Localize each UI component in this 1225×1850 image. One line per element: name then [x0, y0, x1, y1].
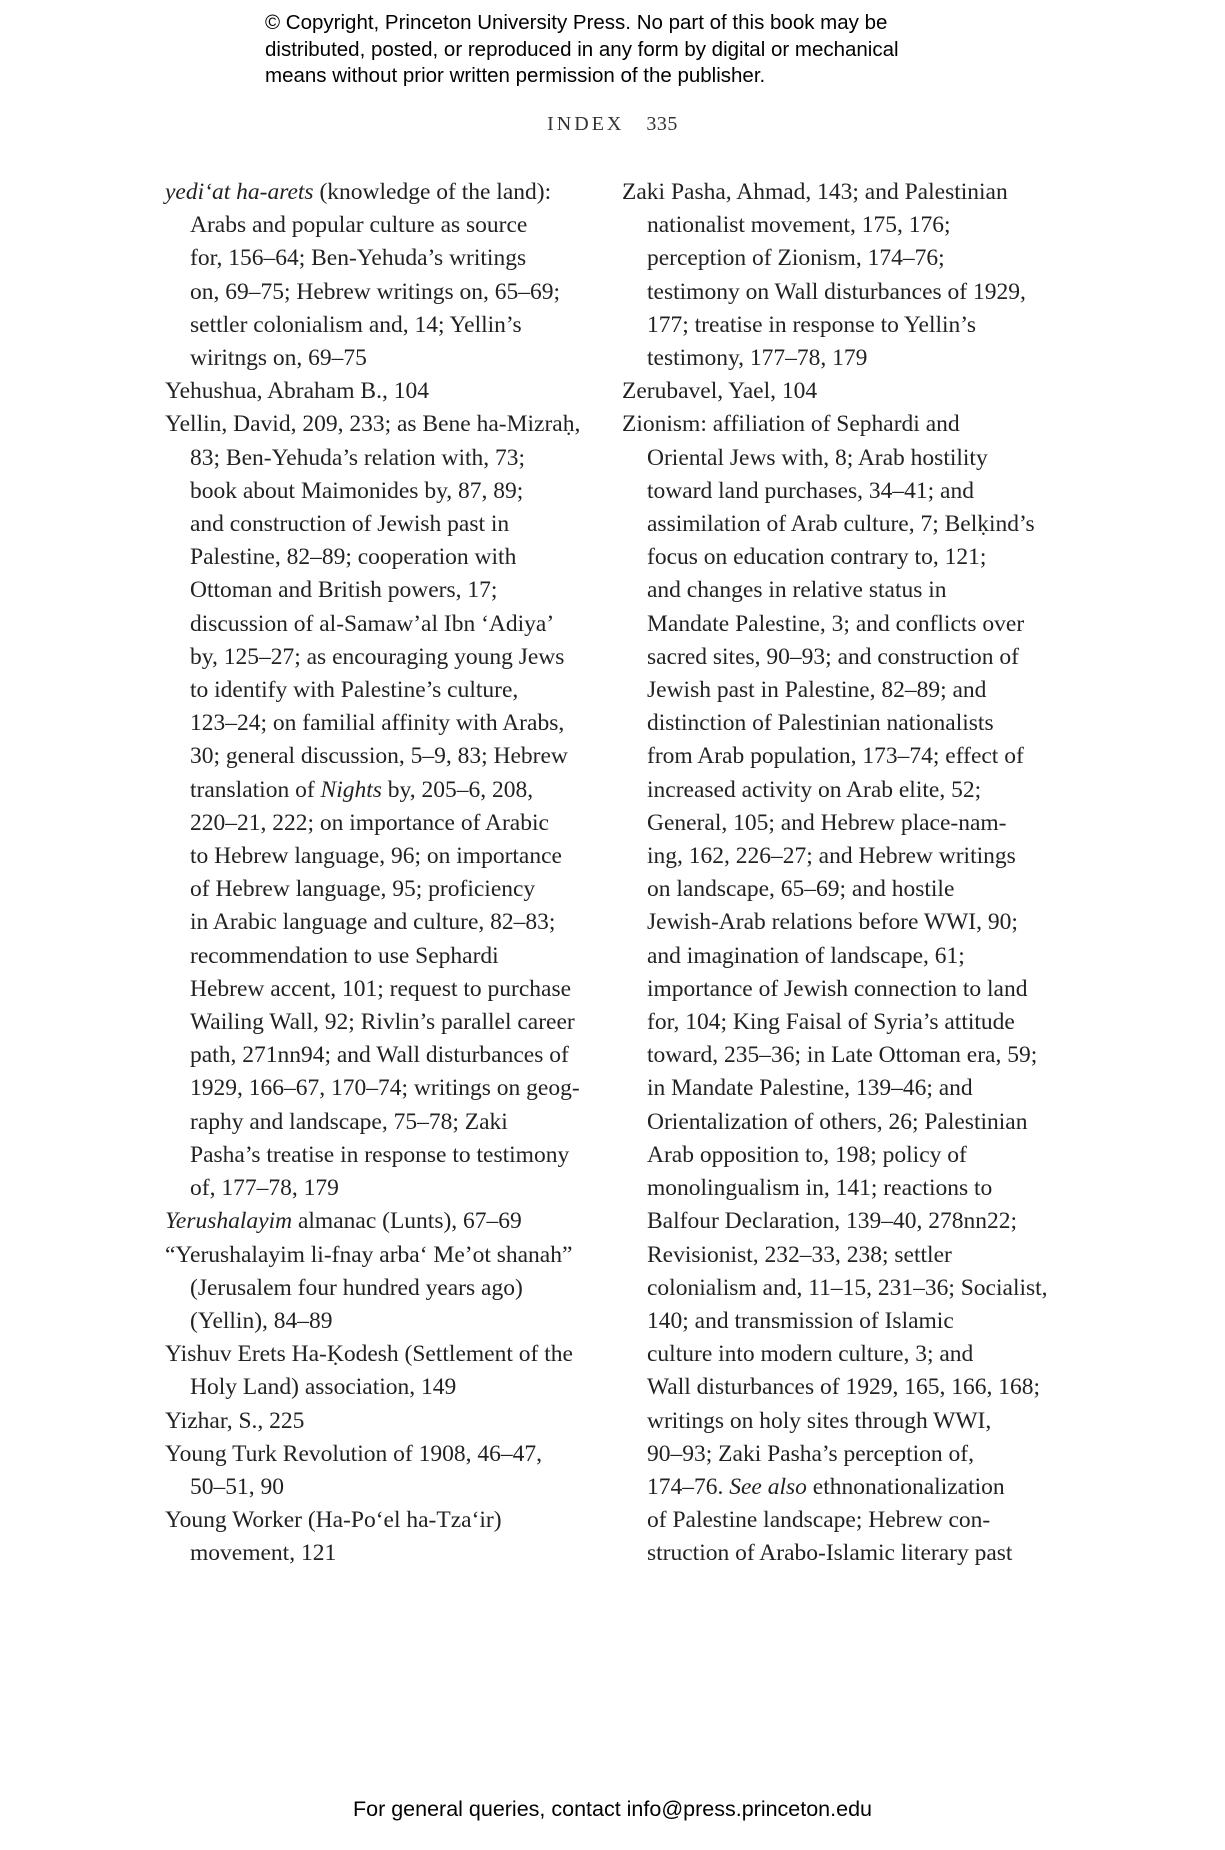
entry-text: Hebrew accent, 101; request to purchase	[190, 975, 572, 1002]
index-entry-line	[165, 1139, 585, 1172]
entry-text: Jewish-Arab relations before WWI, 90;	[647, 909, 1018, 936]
index-entry	[165, 1239, 585, 1339]
entry-text: 30; general discussion, 5–9, 83; Hebrew	[190, 743, 568, 770]
index-entry-line	[165, 1371, 585, 1404]
index-entry-line	[622, 1471, 1042, 1504]
index-entry-line	[165, 1239, 585, 1272]
index-entry-line	[165, 442, 585, 475]
entry-text: Arab opposition to, 198; policy of	[647, 1141, 967, 1168]
entry-text: struction of Arabo-Islamic literary past	[647, 1540, 1013, 1567]
entry-text: 83; Ben-Yehuda’s relation with, 73;	[190, 444, 526, 471]
entry-text: colonialism and, 11–15, 231–36; Socialist,	[647, 1274, 1048, 1301]
entry-text: perception of Zionism, 174–76;	[647, 245, 945, 272]
index-entry	[622, 375, 1042, 408]
entry-text: settler colonialism and, 14; Yellin’s	[190, 311, 522, 338]
index-entry-line	[165, 1305, 585, 1338]
entry-text: ethnonationalization	[806, 1473, 1005, 1500]
entry-text: almanac (Lunts), 67–69	[292, 1208, 522, 1235]
entry-text: Zaki Pasha, Ahmad, 143; and Palestinian	[622, 179, 1008, 205]
entry-text: increased activity on Arab elite, 52;	[647, 776, 982, 803]
index-entry-line	[622, 1072, 1042, 1105]
entry-text: testimony on Wall disturbances of 1929,	[647, 278, 1026, 305]
entry-text: 174–76.	[647, 1473, 730, 1500]
entry-text: from Arab population, 173–74; effect of	[647, 743, 1024, 770]
entry-text: Yizhar, S., 225	[165, 1407, 305, 1434]
entry-text: 177; treatise in response to Yellin’s	[647, 311, 976, 338]
index-entry-line	[622, 242, 1042, 275]
entry-text: path, 271nn94; and Wall disturbances of	[190, 1042, 569, 1069]
entry-text: Ottoman and British powers, 17;	[190, 577, 498, 604]
entry-text: for, 156–64; Ben-Yehuda’s writings	[190, 245, 527, 272]
entry-text: toward, 235–36; in Late Ottoman era, 59;	[647, 1042, 1038, 1069]
index-entry-line	[165, 674, 585, 707]
index-entry-line	[622, 1305, 1042, 1338]
index-entry-line	[165, 475, 585, 508]
index-entry-line	[165, 807, 585, 840]
index-entry-line	[165, 1504, 585, 1537]
index-entry	[622, 176, 1042, 375]
copyright-notice	[265, 10, 1025, 90]
index-entry-line	[165, 342, 585, 375]
index-entry-line	[622, 309, 1042, 342]
index-entry-line	[165, 840, 585, 873]
entry-text: Jewish past in Palestine, 82–89; and	[647, 677, 987, 704]
entry-text: 220–21, 222; on importance of Arabic	[190, 809, 549, 836]
entry-text: sacred sites, 90–93; and construction of	[647, 643, 1019, 670]
italic-text: See also	[729, 1473, 807, 1500]
entry-text: importance of Jewish connection to land	[647, 975, 1028, 1002]
index-entry-line	[622, 375, 1042, 408]
copyright-line: distributed, posted, or reproduced in any form by digital or mechanical	[265, 37, 899, 61]
index-entry-line	[165, 1338, 585, 1371]
index-entry	[165, 1205, 585, 1238]
index-entry-line	[622, 674, 1042, 707]
entry-text: for, 104; King Faisal of Syria’s attitude	[647, 1009, 1015, 1036]
entry-text: Yehushua, Abraham B., 104	[165, 378, 429, 405]
index-entry-line	[165, 276, 585, 309]
index-entry-line	[622, 1106, 1042, 1139]
entry-text: in Mandate Palestine, 139–46; and	[647, 1075, 973, 1102]
index-entry-line	[622, 1006, 1042, 1039]
index-entry	[165, 1405, 585, 1438]
entry-text: (Yellin), 84–89	[190, 1307, 333, 1334]
index-entry-line	[622, 608, 1042, 641]
index-entry-line	[622, 176, 1042, 209]
index-entry-line	[165, 242, 585, 275]
entry-text: Balfour Declaration, 139–40, 278nn22;	[647, 1208, 1018, 1235]
entry-text: of, 177–78, 179	[190, 1175, 339, 1202]
index-entry-line	[622, 774, 1042, 807]
index-entry-line	[622, 641, 1042, 674]
index-entry-line	[622, 1239, 1042, 1272]
index-entry-line	[165, 641, 585, 674]
entry-text: movement, 121	[190, 1540, 337, 1567]
index-entry-line	[622, 408, 1042, 441]
index-entry-line	[622, 1438, 1042, 1471]
index-entry-line	[622, 707, 1042, 740]
entry-text: distinction of Palestinian nationalists	[647, 710, 994, 737]
italic-text: yedi‘at ha-arets	[165, 179, 314, 205]
index-entry-line	[165, 774, 585, 807]
entry-text: (Jerusalem four hundred years ago)	[190, 1274, 523, 1301]
index-entry-line	[165, 1272, 585, 1305]
entry-text: culture into modern culture, 3; and	[647, 1341, 974, 1368]
entry-text: General, 105; and Hebrew place-nam-	[647, 809, 1007, 836]
entry-text: (knowledge of the land):	[313, 179, 552, 205]
index-entry-line	[622, 1338, 1042, 1371]
entry-text: Zionism: affiliation of Sephardi and	[622, 411, 960, 438]
index-entry-line	[622, 442, 1042, 475]
index-entry-line	[165, 1172, 585, 1205]
index-entry-line	[622, 1371, 1042, 1404]
index-entry-line	[622, 276, 1042, 309]
index-entry-line	[165, 574, 585, 607]
entry-text: ing, 162, 226–27; and Hebrew writings	[647, 843, 1016, 870]
entry-text: of Palestine landscape; Hebrew con-	[647, 1507, 991, 1534]
index-entry-line	[622, 1405, 1042, 1438]
entry-text: Revisionist, 232–33, 238; settler	[647, 1241, 952, 1268]
entry-text: translation of	[190, 776, 321, 803]
index-entry-line	[165, 906, 585, 939]
index-entry-line	[622, 508, 1042, 541]
index-entry-line	[622, 940, 1042, 973]
index-entry-line	[622, 1504, 1042, 1537]
entry-text: recommendation to use Sephardi	[190, 942, 499, 969]
index-entry-line	[165, 940, 585, 973]
index-entry	[165, 1504, 585, 1570]
footer-contact: For general queries, contact info@press.princeton.edu	[352, 1797, 872, 1821]
index-entry-line	[165, 1471, 585, 1504]
index-entry-line	[165, 508, 585, 541]
index-entry-line	[165, 608, 585, 641]
entry-text: book about Maimonides by, 87, 89;	[190, 477, 524, 504]
index-entry-line	[622, 541, 1042, 574]
entry-text: writings on holy sites through WWI,	[647, 1407, 992, 1434]
index-entry-line	[622, 1205, 1042, 1238]
index-entry-line	[165, 1039, 585, 1072]
index-entry-line	[165, 541, 585, 574]
entry-text: of Hebrew language, 95; proficiency	[190, 876, 536, 903]
entry-text: on landscape, 65–69; and hostile	[647, 876, 955, 903]
index-entry-line	[165, 375, 585, 408]
entry-text: 123–24; on familial affinity with Arabs,	[190, 710, 565, 737]
index-entry-line	[622, 1272, 1048, 1305]
entry-text: Arabs and popular culture as source	[190, 212, 528, 239]
entry-text: monolingualism in, 141; reactions to	[647, 1175, 993, 1202]
entry-text: Young Worker (Ha-Po‘el ha-Tza‘ir)	[165, 1507, 502, 1534]
entry-text: to Hebrew language, 96; on importance	[190, 843, 562, 870]
index-entry-line	[165, 1438, 585, 1471]
entry-text: by, 125–27; as encouraging young Jews	[190, 643, 565, 670]
index-entry	[622, 408, 1048, 1570]
entry-text: raphy and landscape, 75–78; Zaki	[190, 1108, 508, 1135]
entry-text: nationalist movement, 175, 176;	[647, 212, 951, 239]
index-entry-line	[622, 1139, 1042, 1172]
index-entry-line	[622, 1172, 1042, 1205]
copyright-line: © Copyright, Princeton University Press. No part of this book may be	[265, 11, 888, 34]
index-entry-line	[165, 707, 585, 740]
entry-text: “Yerushalayim li-fnay arba‘ Me’ot shanah”	[165, 1241, 573, 1268]
entry-text: 90–93; Zaki Pasha’s perception of,	[647, 1440, 974, 1467]
index-entry	[165, 408, 585, 1205]
entry-text: testimony, 177–78, 179	[647, 345, 868, 372]
entry-text: focus on education contrary to, 121;	[647, 544, 987, 571]
entry-text: toward land purchases, 34–41; and	[647, 477, 974, 504]
index-entry-line	[165, 408, 585, 441]
italic-text: Nights	[320, 776, 382, 803]
index-entry-line	[165, 1006, 585, 1039]
entry-text: Young Turk Revolution of 1908, 46–47,	[165, 1440, 542, 1467]
running-head	[0, 113, 1225, 136]
entry-text: Pasha’s treatise in response to testimony	[190, 1141, 570, 1168]
index-entry-line	[165, 740, 585, 773]
entry-text: and imagination of landscape, 61;	[647, 942, 965, 969]
index-entry-line	[622, 1039, 1042, 1072]
entry-text: Zerubavel, Yael, 104	[622, 378, 818, 405]
index-entry-line	[165, 973, 585, 1006]
index-entry-line	[165, 1106, 585, 1139]
entry-text: by, 205–6, 208,	[381, 776, 534, 803]
index-entry-line	[622, 973, 1042, 1006]
entry-text: assimilation of Arab culture, 7; Belḳind’s	[647, 511, 1035, 538]
index-entry-line	[622, 209, 1042, 242]
entry-text: Holy Land) association, 149	[190, 1374, 457, 1401]
entry-text: wiritngs on, 69–75	[190, 345, 367, 372]
index-entry	[165, 1338, 585, 1404]
index-entry-line	[622, 840, 1042, 873]
entry-text: and changes in relative status in	[647, 577, 947, 604]
index-entry-line	[622, 807, 1042, 840]
index-entry-line	[165, 1405, 585, 1438]
page-number: 335	[646, 113, 678, 135]
entry-text: 140; and transmission of Islamic	[647, 1307, 954, 1334]
entry-text: Wailing Wall, 92; Rivlin’s parallel career	[190, 1009, 575, 1036]
entry-text: 1929, 166–67, 170–74; writings on geog-	[190, 1075, 580, 1102]
entry-text: Orientalization of others, 26; Palestinian	[647, 1108, 1028, 1135]
entry-text: Oriental Jews with, 8; Arab hostility	[647, 444, 988, 471]
index-entry-line	[165, 309, 585, 342]
entry-text: and construction of Jewish past in	[190, 511, 510, 538]
index-entry-line	[165, 1072, 585, 1105]
entry-text: in Arabic language and culture, 82–83;	[190, 909, 556, 936]
italic-text: Yerushalayim	[165, 1208, 293, 1235]
index-column-right	[622, 176, 1048, 1571]
index-entry-line	[622, 574, 1042, 607]
copyright-line: means without prior written permission of the publisher.	[265, 64, 766, 87]
index-entry-line	[622, 740, 1042, 773]
index-entry	[165, 176, 585, 375]
index-entry-line	[165, 1537, 585, 1570]
entry-text: to identify with Palestine’s culture,	[190, 677, 519, 704]
index-entry-line	[622, 1537, 1042, 1570]
entry-text: 50–51, 90	[190, 1473, 284, 1500]
index-entry-line	[165, 176, 585, 209]
index-entry-line	[622, 906, 1042, 939]
entry-text: Yellin, David, 209, 233; as Bene ha-Mizraḥ,	[165, 411, 581, 438]
running-head-title: INDEX	[547, 113, 625, 135]
entry-text: Mandate Palestine, 3; and conflicts over	[647, 610, 1025, 637]
entry-text: Wall disturbances of 1929, 165, 166, 168;	[647, 1374, 1040, 1401]
entry-text: on, 69–75; Hebrew writings on, 65–69;	[190, 278, 561, 305]
entry-text: Palestine, 82–89; cooperation with	[190, 544, 517, 571]
entry-text: Yishuv Erets Ha-Ḳodesh (Settlement of the	[165, 1341, 573, 1368]
index-entry-line	[165, 873, 585, 906]
entry-text: discussion of al-Samaw’al Ibn ‘Adiya’	[190, 610, 555, 637]
index-column-left	[165, 176, 585, 1571]
index-entry-line	[622, 475, 1042, 508]
index-entry-line	[622, 873, 1042, 906]
index-entry-line	[165, 1205, 585, 1238]
index-entry-line	[165, 209, 585, 242]
index-entry	[165, 1438, 585, 1504]
index-entry	[165, 375, 585, 408]
index-entry-line	[622, 342, 1042, 375]
